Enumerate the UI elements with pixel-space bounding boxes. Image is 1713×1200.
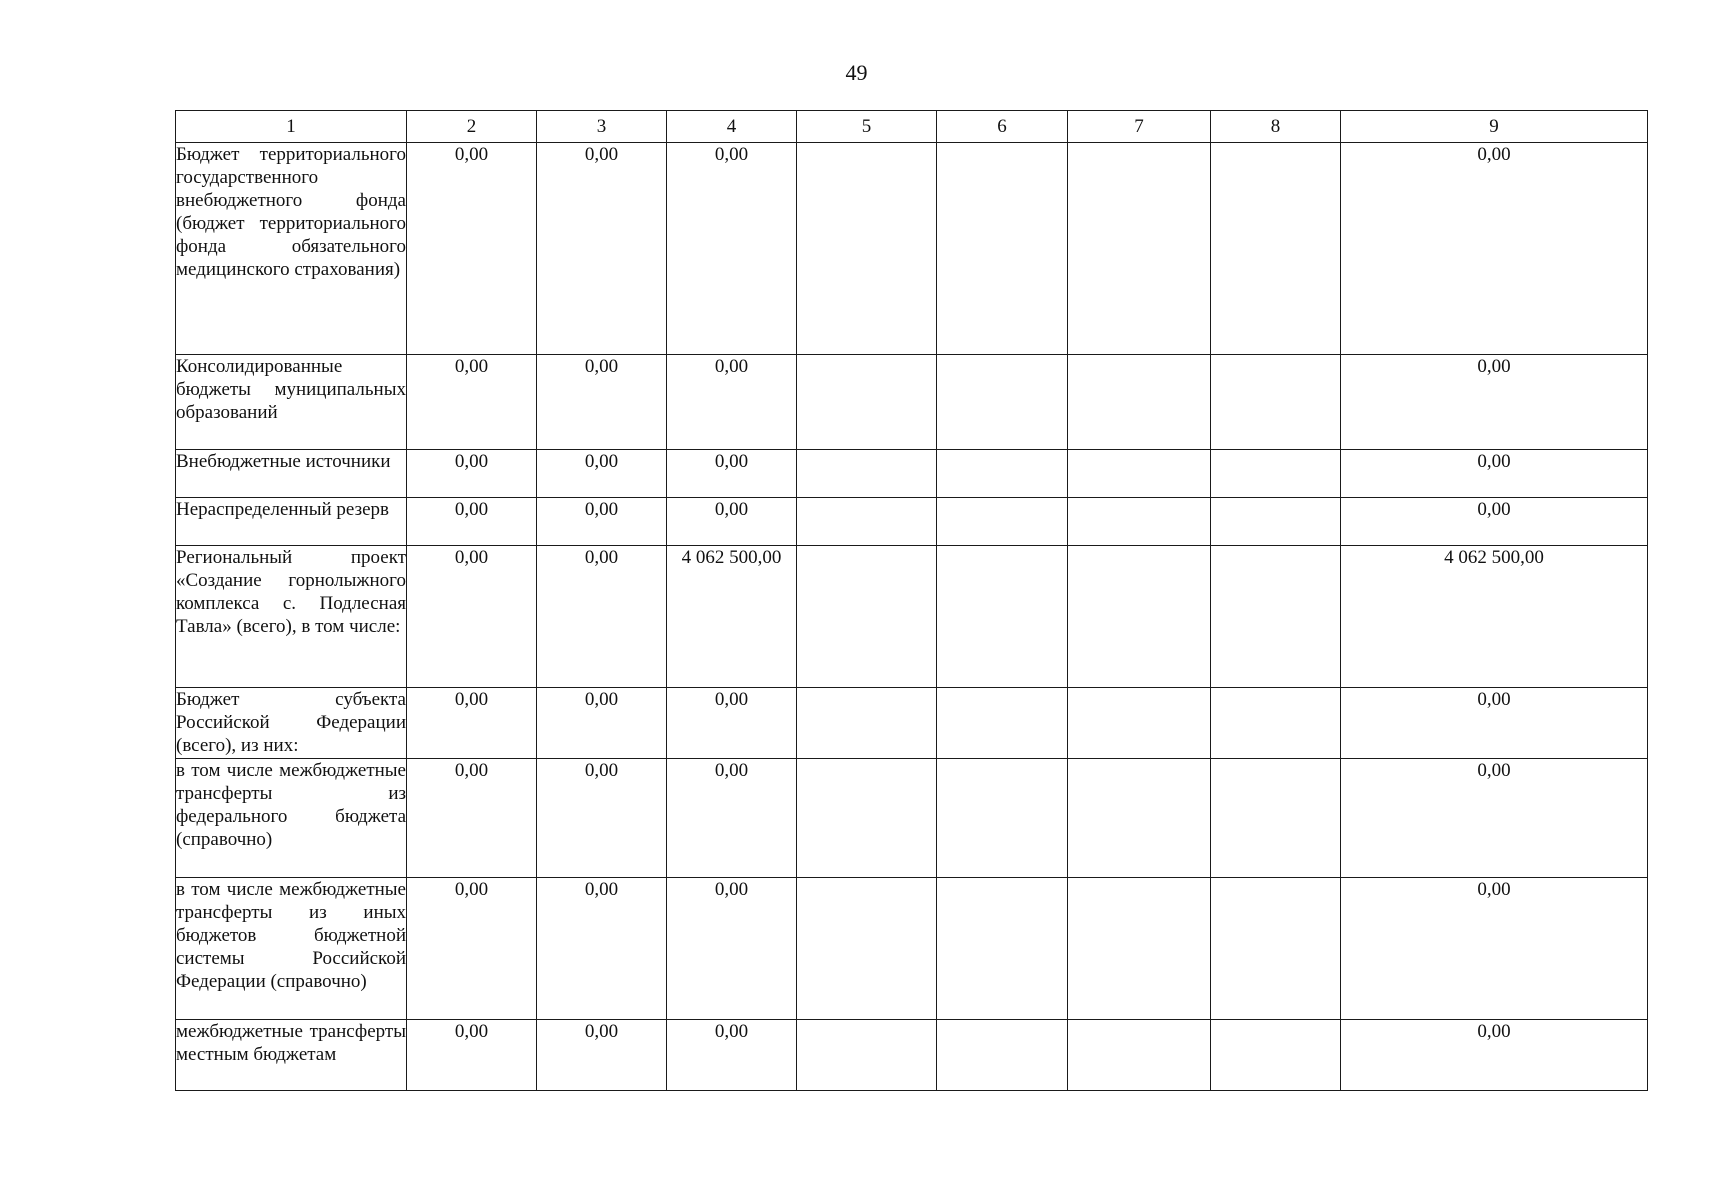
table-cell: 0,00 [667, 450, 797, 498]
table-cell [937, 878, 1068, 1020]
table-cell: 0,00 [407, 759, 537, 878]
table-cell [1211, 450, 1341, 498]
column-header: 3 [537, 111, 667, 143]
table-cell [1068, 878, 1211, 1020]
table-cell: 0,00 [667, 498, 797, 546]
row-label: Нераспределенный резерв [176, 498, 407, 546]
table-row [176, 498, 1648, 546]
header-row [176, 111, 1648, 143]
column-header: 2 [407, 111, 537, 143]
table-cell [1068, 688, 1211, 759]
row-label: Консолидированные бюджеты муниципальных образований [176, 355, 407, 450]
row-label: в том числе межбюджетные трансферты из иных бюджетов бюджетной системы Российской Федерации (справочно) [176, 878, 407, 1020]
table-cell: 0,00 [667, 878, 797, 1020]
column-header: 9 [1341, 111, 1648, 143]
table-cell [1211, 355, 1341, 450]
table-cell: 0,00 [667, 1020, 797, 1091]
table-row [176, 355, 1648, 450]
table-cell: 0,00 [537, 546, 667, 688]
table-cell [937, 1020, 1068, 1091]
table-row [176, 688, 1648, 759]
column-header: 8 [1211, 111, 1341, 143]
table-cell: 0,00 [407, 546, 537, 688]
table-cell [937, 143, 1068, 355]
table-cell: 0,00 [537, 1020, 667, 1091]
table-cell [937, 498, 1068, 546]
table-cell [937, 688, 1068, 759]
table-cell: 0,00 [667, 355, 797, 450]
table-cell [797, 546, 937, 688]
table-cell: 0,00 [667, 759, 797, 878]
column-header: 7 [1068, 111, 1211, 143]
row-label: в том числе межбюджетные трансферты из федерального бюджета (справочно) [176, 759, 407, 878]
table-cell [797, 1020, 937, 1091]
row-label: Бюджет территориального государственного внебюджетного фонда (бюджет территориального фонда обязательного медицинского страхования) [176, 143, 407, 355]
table-cell: 0,00 [667, 143, 797, 355]
table-cell: 0,00 [407, 1020, 537, 1091]
table-row [176, 878, 1648, 1020]
table-cell [1211, 878, 1341, 1020]
table-cell: 0,00 [407, 878, 537, 1020]
row-label: Внебюджетные источники [176, 450, 407, 498]
table-cell [1211, 688, 1341, 759]
table-cell [1211, 143, 1341, 355]
table-row [176, 759, 1648, 878]
table-cell: 0,00 [1341, 759, 1648, 878]
table-cell: 0,00 [537, 355, 667, 450]
table-cell [937, 546, 1068, 688]
table-cell [797, 143, 937, 355]
table-cell [1068, 498, 1211, 546]
table-cell: 0,00 [407, 688, 537, 759]
table-row [176, 450, 1648, 498]
table-cell: 0,00 [537, 878, 667, 1020]
table-cell: 4 062 500,00 [667, 546, 797, 688]
table-row [176, 143, 1648, 355]
table-cell: 0,00 [1341, 355, 1648, 450]
table-cell [1211, 546, 1341, 688]
table-cell [797, 355, 937, 450]
table-cell: 0,00 [1341, 1020, 1648, 1091]
table-cell: 0,00 [1341, 450, 1648, 498]
table-cell: 0,00 [1341, 878, 1648, 1020]
table-cell: 0,00 [407, 143, 537, 355]
table-cell [1068, 450, 1211, 498]
table-cell: 0,00 [1341, 143, 1648, 355]
table-cell: 0,00 [1341, 688, 1648, 759]
row-label: Региональный проект «Создание горнолыжного комплекса с. Подлесная Тавла» (всего), в том числе: [176, 546, 407, 688]
table-cell: 0,00 [407, 355, 537, 450]
table-cell: 0,00 [537, 143, 667, 355]
table-cell [1211, 759, 1341, 878]
table-cell [797, 878, 937, 1020]
table-cell: 0,00 [537, 759, 667, 878]
row-label: Бюджет субъекта Российской Федерации (всего), из них: [176, 688, 407, 759]
table-cell [1068, 546, 1211, 688]
budget-table [175, 110, 1648, 1091]
table-cell: 0,00 [667, 688, 797, 759]
table-cell [1068, 1020, 1211, 1091]
row-label: межбюджетные трансферты местным бюджетам [176, 1020, 407, 1091]
table-row [176, 546, 1648, 688]
table-cell: 0,00 [537, 498, 667, 546]
table-cell [1211, 498, 1341, 546]
table-cell: 0,00 [407, 498, 537, 546]
table-cell [797, 759, 937, 878]
table-cell [937, 355, 1068, 450]
column-header: 4 [667, 111, 797, 143]
table-cell [937, 450, 1068, 498]
column-header: 5 [797, 111, 937, 143]
column-header: 6 [937, 111, 1068, 143]
table-cell [1068, 759, 1211, 878]
column-header: 1 [176, 111, 407, 143]
table-cell: 0,00 [537, 688, 667, 759]
table-cell [797, 688, 937, 759]
page-number: 49 [845, 60, 868, 85]
table-cell: 0,00 [407, 450, 537, 498]
table-cell [1068, 355, 1211, 450]
table-cell: 0,00 [537, 450, 667, 498]
table-cell [937, 759, 1068, 878]
table-cell [1211, 1020, 1341, 1091]
table-cell [1068, 143, 1211, 355]
table-row [176, 1020, 1648, 1091]
table-cell [797, 498, 937, 546]
table-cell: 4 062 500,00 [1341, 546, 1648, 688]
table-cell: 0,00 [1341, 498, 1648, 546]
table-cell [797, 450, 937, 498]
